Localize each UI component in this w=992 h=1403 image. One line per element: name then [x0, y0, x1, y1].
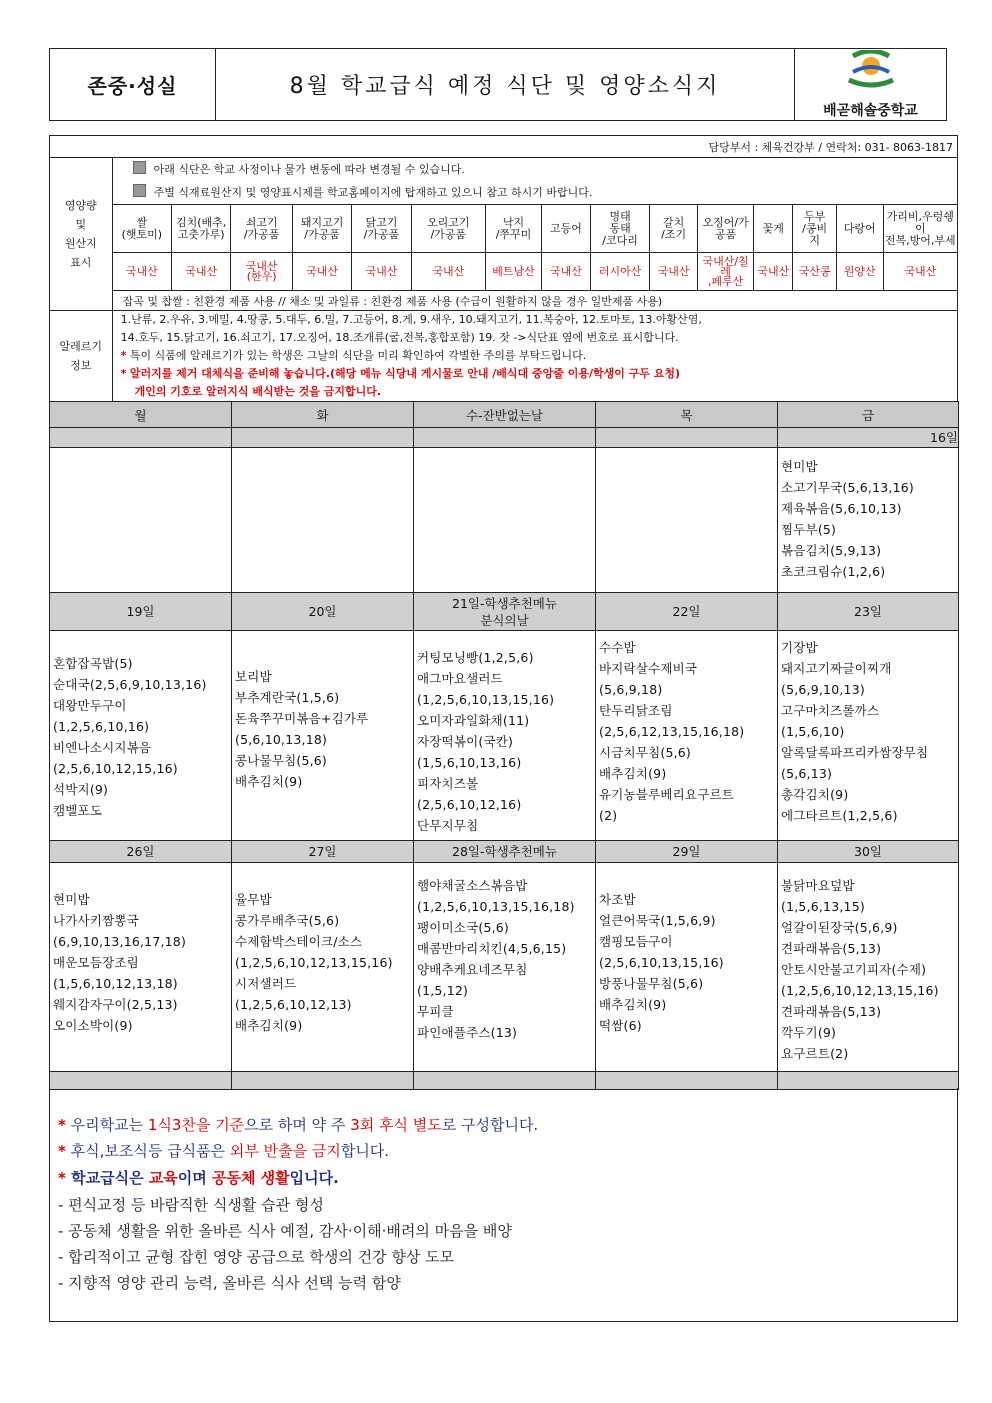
menu-item: (1,2,5,6,10,12,13) — [235, 997, 352, 1012]
date-cell: 23일 — [778, 593, 959, 631]
school-logo-icon — [839, 50, 903, 94]
menu-item: 양배추케요네즈무침 — [417, 962, 528, 977]
menu-item: 돼지고기짜글이찌개 — [781, 661, 892, 676]
menu-cell — [414, 448, 596, 593]
footer-bullet: - 지향적 영양 관리 능력, 올바른 식사 선택 능력 함양 — [58, 1274, 401, 1292]
menu-item: 배추김치(9) — [599, 997, 667, 1012]
menu-item: 피자치즈볼 — [417, 776, 479, 791]
origin-value: 국내산 — [411, 253, 485, 291]
notice-1: 아래 식단은 학교 사정이나 물가 변동에 따라 변경될 수 있습니다. — [133, 158, 957, 181]
menu-item: (1,2,5,6,10,16) — [53, 719, 150, 734]
menu-item: 요구르트(2) — [781, 1046, 849, 1061]
date-cell: 16일 — [778, 428, 959, 448]
origin-value: 국내산 — [754, 253, 793, 291]
menu-item: 방풍나물무침(5,6) — [599, 976, 704, 991]
department-line: 담당부서 : 체육건강부 / 연락처: 031- 8063-1817 — [50, 136, 958, 158]
menu-item: 떡쌈(6) — [599, 1018, 642, 1033]
menu-item: 석박지(9) — [53, 782, 109, 797]
menu-item: 시저샐러드 — [235, 976, 297, 991]
menu-item: (2,5,6,10,12,16) — [417, 797, 522, 812]
menu-item: (2) — [599, 808, 618, 823]
menu-cell — [232, 631, 414, 841]
blank-cell — [414, 1072, 596, 1090]
menu-item: 차조밥 — [599, 892, 636, 907]
date-cell: 21일-학생추천메뉴 분식의날 — [414, 593, 596, 631]
date-cell: 20일 — [232, 593, 414, 631]
menu-item: 단무지무침 — [417, 818, 479, 833]
date-cell — [50, 428, 232, 448]
footer-line-2: * 후식,보조식등 급식품은 외부 반출을 금지합니다. — [58, 1142, 390, 1160]
allergy-side-label: 알레르기 정보 — [50, 311, 113, 402]
menu-cell — [50, 863, 232, 1072]
menu-item: 캠벨포도 — [53, 803, 103, 818]
date-cell — [596, 428, 778, 448]
menu-item: 나가사키짬뽕국 — [53, 913, 139, 928]
menu-item: 무피클 — [417, 1004, 454, 1019]
menu-cell — [50, 631, 232, 841]
origin-value: 국내산/칠레 ,페루산 — [697, 253, 753, 291]
menu-item: 제육볶음(5,6,10,13) — [781, 501, 902, 516]
weekday-header: 화 — [232, 402, 414, 428]
footer-line-3: * 학교급식은 교육이며 공동체 생활입니다. — [58, 1169, 339, 1187]
origin-item: 돼지고기 /가공품 — [292, 205, 351, 253]
menu-item: (1,5,6,10) — [781, 724, 845, 739]
allergy-line-4: * 알러지를 제거 대체식을 준비해 놓습니다.(해당 메뉴 식당내 게시물로 안내 /배식대 중앙줄 이용/학생이 구두 요청) — [120, 367, 681, 380]
menu-cell — [596, 631, 778, 841]
menu-item: 햄야채굴소스볶음밥 — [417, 878, 528, 893]
menu-item: 애그마요샐러드 — [417, 671, 503, 686]
origin-item: 닭고기 /가공품 — [352, 205, 411, 253]
origin-item: 다랑어 — [836, 205, 883, 253]
blank-cell — [596, 1072, 778, 1090]
menu-item: 비엔나소시지볶음 — [53, 740, 152, 755]
origin-item: 쌀 (햇토미) — [112, 205, 171, 253]
menu-item: (1,5,6,10,12,13,18) — [53, 976, 178, 991]
notice-block — [112, 158, 957, 205]
menu-item: 기장밥 — [781, 640, 818, 655]
weekday-header: 월 — [50, 402, 232, 428]
footer-bullet: - 공동체 생활을 위한 올바른 식사 예절, 감사·이해·배려의 마음을 배양 — [58, 1222, 512, 1240]
menu-item: (5,6,9,10,13) — [781, 682, 865, 697]
menu-item: 파인애플주스(13) — [417, 1025, 518, 1040]
menu-item: (5,6,9,18) — [599, 682, 663, 697]
origin-value: 국산콩 — [793, 253, 836, 291]
origin-side-label: 영양량 및 원산지 표시 — [50, 158, 113, 311]
allergy-line-1: 1.난류, 2.우유, 3.메밀, 4.땅콩, 5.대두, 6.밀, 7.고등어, 8.게, 9.새우, 10.돼지고기, 11.복숭아, 12.토마토, 13.아황산염, — [120, 313, 702, 326]
origin-value: 국내산 — [352, 253, 411, 291]
footer-bullet: - 편식교정 등 바람직한 식생활 습관 형성 — [58, 1196, 324, 1214]
cube-icon — [133, 184, 146, 197]
footer-line-1: * 우리학교는 1식3찬을 기준으로 하며 약 주 3회 후식 별도로 구성합니다. — [58, 1116, 539, 1134]
footer-box — [49, 1088, 958, 1322]
menu-item: 돈육쭈꾸미볶음+김가루 — [235, 711, 369, 726]
menu-item: 견파래볶음(5,13) — [781, 1004, 882, 1019]
menu-item: 유기농블루베리요구르트 — [599, 787, 735, 802]
weekday-header: 수-잔반없는날 — [414, 402, 596, 428]
info-table — [49, 135, 958, 402]
menu-item: 얼큰어묵국(1,5,6,9) — [599, 913, 716, 928]
origin-item: 오징어/가 공품 — [697, 205, 753, 253]
school-name: 배곧해솔중학교 — [823, 102, 918, 119]
weekday-header: 금 — [778, 402, 959, 428]
menu-item: 오이소박이(9) — [53, 1018, 133, 1033]
origin-item: 오리고기 /가공품 — [411, 205, 485, 253]
menu-item: 찜두부(5) — [781, 522, 837, 537]
menu-item: 에그타르트(1,2,5,6) — [781, 808, 898, 823]
menu-item: 불닭마요덮밥 — [781, 878, 855, 893]
menu-item: 수제함박스테이크/소스 — [235, 934, 363, 949]
menu-item: (2,5,6,10,13,15,16) — [599, 955, 724, 970]
menu-item: 부추계란국(1,5,6) — [235, 690, 340, 705]
menu-cell — [596, 448, 778, 593]
blank-cell — [232, 1072, 414, 1090]
menu-item: (2,5,6,10,12,15,16) — [53, 761, 178, 776]
date-cell: 30일 — [778, 841, 959, 863]
date-cell: 28일-학생추천메뉴 — [414, 841, 596, 863]
menu-item: 웨지감자구이(2,5,13) — [53, 997, 178, 1012]
menu-cell — [778, 631, 959, 841]
cube-icon — [133, 161, 146, 174]
menu-item: (6,9,10,13,16,17,18) — [53, 934, 187, 949]
menu-item: 탄두리닭조림 — [599, 703, 673, 718]
menu-cell — [596, 863, 778, 1072]
weekday-header: 목 — [596, 402, 778, 428]
menu-item: 얼갈이된장국(5,6,9) — [781, 920, 898, 935]
school-logo-block — [795, 49, 947, 121]
menu-item: (1,5,6,10,13,16) — [417, 755, 522, 770]
menu-item: 바지락살수제비국 — [599, 661, 698, 676]
origin-item: 고등어 — [542, 205, 591, 253]
origin-value: 베트남산 — [485, 253, 541, 291]
menu-item: 캠핑모듬구이 — [599, 934, 673, 949]
menu-item: 혼합잡곡밥(5) — [53, 656, 133, 671]
menu-item: (1,5,6,13,15) — [781, 899, 865, 914]
menu-item: 소고기무국(5,6,13,16) — [781, 480, 914, 495]
origin-value: 국내산 — [650, 253, 698, 291]
menu-item: 고구마치즈롤까스 — [781, 703, 880, 718]
origin-value: 국내산 — [171, 253, 230, 291]
origin-item: 두부 /콩비 지 — [793, 205, 836, 253]
page-title: 8월 학교급식 예정 식단 및 영양소식지 — [216, 49, 795, 121]
menu-cell — [232, 448, 414, 593]
blank-cell — [50, 1072, 232, 1090]
menu-item: 콩가루배추국(5,6) — [235, 913, 340, 928]
origin-value: 국내산 — [883, 253, 957, 291]
menu-item: 자장떡볶이(국칸) — [417, 734, 514, 749]
menu-item: 순대국(2,5,6,9,10,13,16) — [53, 677, 207, 692]
allergy-line-2: 14.호두, 15.닭고기, 16.쇠고기, 17.오징어, 18.조개류(굴,전복,홍합포함) 19. 잣 ->식단표 옆에 번호로 표시합니다. — [120, 331, 679, 344]
menu-item: 볶음김치(5,9,13) — [781, 543, 882, 558]
menu-item: (1,2,5,6,10,13,15,16) — [417, 692, 555, 707]
allergy-line-5: 개인의 기호로 알러지식 배식받는 것을 금지합니다. — [134, 385, 382, 398]
menu-item: 커팅모닝빵(1,2,5,6) — [417, 650, 534, 665]
menu-item: 알록달록파프리카쌈장무침 — [781, 745, 929, 760]
menu-item: 현미밥 — [53, 892, 90, 907]
origin-item: 김치(배추, 고춧가루) — [171, 205, 230, 253]
menu-cell — [778, 448, 959, 593]
menu-item: (5,6,13) — [781, 766, 833, 781]
origin-value: 국내산 — [292, 253, 351, 291]
menu-item: 대왕만두구이 — [53, 698, 127, 713]
menu-cell — [232, 863, 414, 1072]
menu-item: 배추김치(9) — [599, 766, 667, 781]
blank-cell — [778, 1072, 959, 1090]
origin-value: 국내산 (한우) — [231, 253, 293, 291]
menu-item: 안토시안불고기피자(수제) — [781, 962, 927, 977]
menu-cell — [50, 448, 232, 593]
menu-item: 깍두기(9) — [781, 1025, 837, 1040]
menu-item: 보리밥 — [235, 669, 272, 684]
menu-table — [49, 401, 959, 1090]
allergy-block — [112, 311, 957, 402]
menu-item: 율무밥 — [235, 892, 272, 907]
origin-value: 원양산 — [836, 253, 883, 291]
date-cell: 22일 — [596, 593, 778, 631]
origin-item: 갈치 /조기 — [650, 205, 698, 253]
origin-value: 러시아산 — [590, 253, 649, 291]
date-cell: 29일 — [596, 841, 778, 863]
menu-item: 매운모듬장조림 — [53, 955, 139, 970]
origin-item: 꽃게 — [754, 205, 793, 253]
date-cell: 27일 — [232, 841, 414, 863]
menu-item: 오미자과일화채(11) — [417, 713, 530, 728]
date-cell: 26일 — [50, 841, 232, 863]
notice-2: 주별 식재료원산지 및 영양표시제를 학교홈페이지에 탑재하고 있으니 참고 하시기 바랍니다. — [133, 181, 957, 204]
menu-item: 초코크림슈(1,2,6) — [781, 564, 886, 579]
menu-cell — [414, 863, 596, 1072]
menu-item: (1,2,5,6,10,12,13,15,16) — [781, 983, 939, 998]
origin-item: 쇠고기 /가공품 — [231, 205, 293, 253]
menu-item: 배추김치(9) — [235, 1018, 303, 1033]
origin-value: 국내산 — [542, 253, 591, 291]
date-cell: 19일 — [50, 593, 232, 631]
header-table — [49, 48, 947, 121]
menu-cell — [414, 631, 596, 841]
menu-item: (1,2,5,6,10,13,15,16,18) — [417, 899, 575, 914]
menu-item: 매콤반마리치킨(4,5,6,15) — [417, 941, 567, 956]
origin-value: 국내산 — [112, 253, 171, 291]
menu-item: 배추김치(9) — [235, 774, 303, 789]
origin-item: 가리비,우렁쉥이 전복,방어,부세 — [883, 205, 957, 253]
menu-item: 현미밥 — [781, 459, 818, 474]
motto: 존중·성실 — [50, 49, 216, 121]
menu-cell — [778, 863, 959, 1072]
menu-item: (1,5,12) — [417, 983, 469, 998]
menu-item: (5,6,10,13,18) — [235, 732, 328, 747]
origin-item: 낙지 /쭈꾸미 — [485, 205, 541, 253]
date-cell — [414, 428, 596, 448]
menu-item: 시금치무침(5,6) — [599, 745, 692, 760]
date-cell — [232, 428, 414, 448]
menu-item: 팽이미소국(5,6) — [417, 920, 510, 935]
menu-item: 총각김치(9) — [781, 787, 849, 802]
grain-line: 잡곡 및 찹쌀 : 친환경 제품 사용 // 채소 및 과일류 : 친환경 제품 사용 (수급이 원활하지 않을 경우 일반제품 사용) — [112, 291, 957, 311]
menu-item: 수수밥 — [599, 640, 636, 655]
menu-item: (2,5,6,12,13,15,16,18) — [599, 724, 745, 739]
origin-item: 명태 동태 /코다리 — [590, 205, 649, 253]
menu-item: (1,2,5,6,10,12,13,15,16) — [235, 955, 393, 970]
allergy-line-3: * 특이 식품에 알레르기가 있는 학생은 그날의 식단을 미리 확인하여 각별한 주의를 부탁드립니다. — [120, 349, 587, 362]
menu-item: 견파래볶음(5,13) — [781, 941, 882, 956]
footer-bullet: - 합리적이고 균형 잡힌 영양 공급으로 학생의 건강 향상 도모 — [58, 1248, 455, 1266]
menu-item: 콩나물무침(5,6) — [235, 753, 328, 768]
